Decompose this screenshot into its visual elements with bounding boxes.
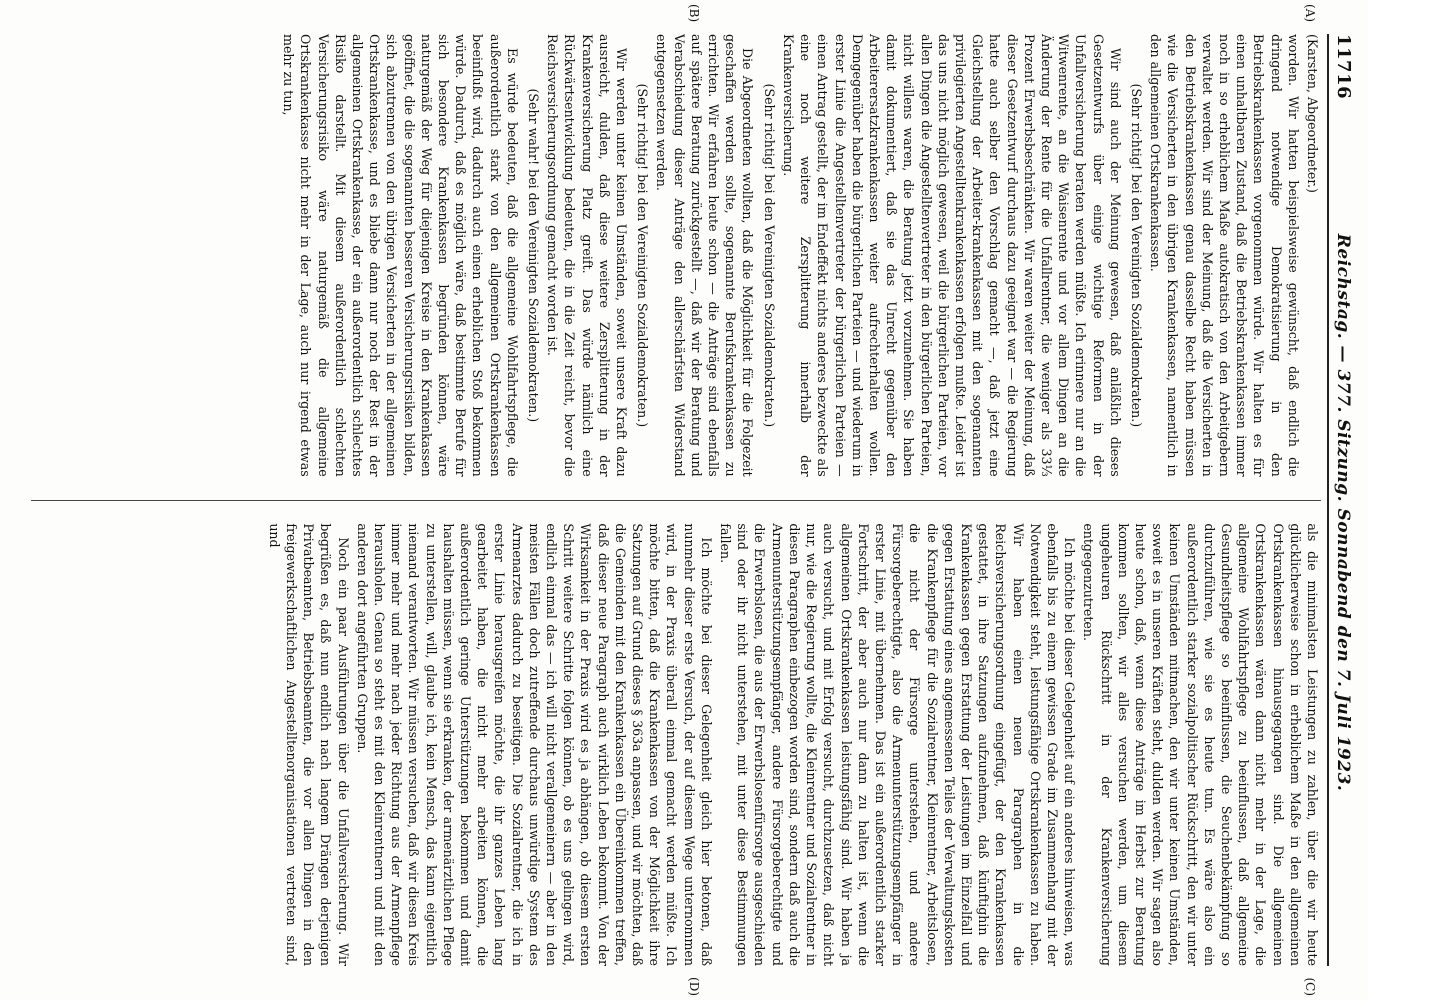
left-column — [31, 34, 1321, 477]
column-divider — [31, 500, 1321, 501]
interjection: (Sehr richtig! bei den Vereinigten Sozialdemokraten.) — [761, 83, 777, 428]
page-number: 11716 — [1333, 34, 1354, 100]
paragraph: Noch ein paar Ausführungen über die Unfallversicherung. Wir begrüßen es, daß nun endlich nach langem Drängen derjenigen Privatbeamten, Betriebsbeamten, die vor allen Dingen in den freigewerkschaftlichen Angestelltenorganisationen vertreten sind, und — [266, 523, 351, 966]
paragraph: Ich möchte bei dieser Gelegenheit gleich hier betonen, daß nunmehr dieser erste Versuch, der auf diesem Wege unternommen wird, in der Praxis überall einmal gemacht werden müßte. Ich möchte bitten, daß die Krankenkassen von der Möglichkeit ihre Satzungen auf Grund dieses § 363a anpassen, und wir möchten, daß die Gemeinden mit den Krankenkassen ein Übereinkommen treffen, daß dieser neue Paragraph auch wirklich Leben bekommt. Von der Wirksamkeit in der Praxis wird es ja abhängen, ob diesem ersten Schritt weitere Schritte folgen können, ob es uns gelingen wird, endlich einmal das — ich will nicht verallgemeinern — aber in den meisten Fällen doch zutreffende durchaus unwürdige System des Armenarztes dadurch zu beseitigen. Die Sozialrentner, die ich in erster Linie herausgreifen möchte, die ihr ganzes Leben lang gearbeitet haben, die nicht mehr arbeiten können, die außerordentlich geringe Unterstützungen bekommen und damit haushalten müssen, wenn sie erkranken, der armenärztlichen Pflege zu unterstellen, will, glaube ich, kein Mensch, das kann eigentlich niemand verantworten. Wir müssen versuchen, daß wir diesen Kreis immer mehr und mehr nach jeder Richtung aus der Armenpflege herausholen. Genau so steht es mit den Kleinrentnern und mit den anderen dort angeführten Gruppen. — [354, 523, 714, 966]
margin-marker-a: (A) — [1303, 4, 1317, 23]
paragraph: Ich möchte bei dieser Gelegenheit auf ein anderes hinweisen, was ebenfalls bis zu einem gewissen Grade im Zusammenhang mit der Notwendigkeit steht, leistungsfähige Ortskrankenkassen zu haben. Wir haben einen neuen Paragraphen in die Reichsversicherungsordnung eingefügt, der den Krankenkassen gestattet, in ihre Satzungen aufzunehmen, daß künftighin die Krankenkassen gegen Erstattung der Leistungen im Einzelfall und gegen Erstattung eines angemessenen Teiles der Verwaltungskosten die Krankenpflege für die Sozialrentner, Kleinrentner, Arbeitslosen, die nicht der Fürsorge unterstehen, und andere Fürsorgeberechtigte, also die Armenunterstützungsempfänger in erster Linie, mit übernehmen. Das ist ein außerordentlich starker Fortschritt, der aber auch nur dann zu halten ist, wenn die allgemeinen Ortskrankenkassen leistungsfähig sind. Wir haben ja auch versucht, und mit Erfolg versucht, durchzusetzen, daß nicht nur, wie die Regierung wollte, die Kleinrentner und Sozialrentner in diesen Paragraphen einbezogen worden sind, sondern daß auch die Armenunterstützungsempfänger, andere Fürsorgeberechtigte und die Erwerbslosen, die aus der Erwerbslosenfürsorge ausgeschieden sind oder ihr nicht unterstehen, mit unter diese Bestimmungen fallen. — [718, 523, 1078, 966]
right-column — [31, 523, 1321, 966]
paragraph: Die Abgeordneten wollten, daß die Möglichkeit für die Folgezeit geschaffen werden sollte, sogenannte Berufskrankenkassen zu errichten. Wir erfahren heute schon — die Anträge sind ebenfalls auf spätere Beratung zurückgestellt —, daß wir der Beratung und Verabschiedung dieser Anträge den allerschärfsten Widerstand entgegensetzen werden. — [654, 34, 756, 477]
interjection: (Sehr wahr! bei den Vereinigten Sozialdemokraten.) — [526, 88, 542, 423]
paragraph: worden. Wir hatten beispielsweise gewünscht, daß endlich die dringend notwendige Demokratisierung in den Betriebskrankenkassen vorgenommen würde. Wir halten es für einen unhaltbaren Zustand, daß die Betriebskrankenkassen immer noch in so erheblichem Maße autokratisch von den Arbeitgebern verwaltet werden. Wir sind der Meinung, daß die Versicherten in den Betriebskrankenkassen genau dasselbe Recht haben müssen wie die Versicherten in den übrigen Krankenkassen, namentlich in den allgemeinen Ortskrankenkassen. — [1148, 34, 1301, 477]
paragraph: Wir werden unter keinen Umständen, soweit unsere Kraft dazu ausreicht, dulden, daß diese weitere Zersplitterung in der Krankenversicherung Platz greift. Das würde nämlich eine Rückwärtsentwicklung bedeuten, die in die Zeit reicht, bevor die Reichsversicherungsordnung gemacht worden ist. — [545, 34, 630, 477]
interjection: (Sehr richtig! bei den Vereinigten Sozialdemokraten.) — [1128, 83, 1144, 428]
margin-marker-c: (C) — [1303, 977, 1317, 996]
margin-marker-b: (B) — [687, 4, 701, 23]
paragraph: Es würde bedeuten, daß die allgemeine Wohlfahrtspflege, die außerordentlich stark von den allgemeinen Ortskrankenkassen beeinflußt wird, dadurch auch einen erheblichen Stoß bekommen würde. Dadurch, daß es möglich wäre, daß bestimmte Berufe für sich besondere Krankenkassen begründen können, wäre naturgemäß der Weg für diejenigen Kreise in den Krankenkassen geöffnet, die die sogenannten besseren Versicherungsrisiken bilden, sich abzutrennen von den übrigen Versicherten in der allgemeinen Ortskrankenkasse, und es bliebe dann nur noch der Rest in der allgemeinen Ortskrankenkasse, der ein außerordentlich schlechtes Risiko darstellt. Mit diesem außerordentlich schlechten Versicherungsrisiko wäre naturgemäß die allgemeine Ortskrankenkasse nicht mehr in der Lage, auch nur irgend etwas mehr zu tun, — [281, 34, 520, 477]
page-title: Reichstag. — 377. Sitzung. Sonnabend den 7. Juli 1923. — [1333, 233, 1353, 792]
margin-marker-d: (D) — [687, 977, 701, 996]
paragraph: als die minimalsten Leistungen zu zahlen, über die wir heute glücklicherweise schon in erheblichem Maße in den allgemeinen Ortskrankenkassen hinausgegangen sind. Die allgemeinen Ortskrankenkassen wären dann nicht mehr in der Lage, die allgemeine Wohlfahrtspflege zu beeinflussen, daß allgemeine Gesundheitspflege so beeinflussen, die Seuchenbekämpfung so durchzuführen, wie sie es heute tun. Es wäre also ein außerordentlich starker sozialpolitischer Rückschritt, den wir unter keinen Umständen mitmachen, den wir unter keinen Umständen, soweit es in unseren Kräften steht, dulden werden. Wir sagen also heute schon, daß, wenn diese Anträge im Herbst zur Beratung kommen sollten, wir alles versuchen werden, um diesem ungeheuren Rückschritt in der Krankenversicherung entgegenzutreten. — [1081, 523, 1320, 966]
interjection: (Sehr richtig! bei den Vereinigten Sozialdemokraten.) — [635, 83, 651, 428]
paragraph: Wir sind auch der Meinung gewesen, daß anläßlich dieses Gesetzentwurfs über einige wichtige Reformen in der Unfallversicherung beraten werden müßte. Ich erinnere nur an die Witwenrente, an die Waisenrente und vor allem Dingen an die Änderung der Rente für die Unfallrentner, die weniger als 33⅓ Prozent Erwerbsbeschränkten. Wir waren weiter der Meinung, daß dieser Gesetzentwurf durchaus dazu geeignet war — die Regierung hatte auch selber den Vorschlag gemacht —, daß jetzt eine Gleichstellung der Arbeiter-krankenkassen mit den sogenannten privilegierten Angestelltenkrankenkassen erfolgen mußte. Leider ist das uns nicht möglich gewesen, weil die bürgerlichen Parteien, vor allen Dingen die Angestelltenvertreter in den bürgerlichen Parteien, nicht willens waren, die Beratung jetzt vorzunehmen. Sie haben damit dokumentiert, daß sie das Unrecht gegenüber den Arbeiterersatzkrankenkassen weiter aufrechterhalten wollen. Demgegenüber haben die bürgerlichen Parteien — und wiederum in erster Linie die Angestelltenvertreter der bürgerlichen Parteien — einen Antrag gestellt, der im Endeffekt nichts anderes bezweckte als eine noch weitere Zersplitterung innerhalb der Krankenversicherung. — [780, 34, 1123, 477]
page-header — [1327, 34, 1354, 966]
text-columns — [31, 4, 1321, 996]
speaker-label: (Karsten, Abgeordneter.) — [1305, 34, 1320, 193]
